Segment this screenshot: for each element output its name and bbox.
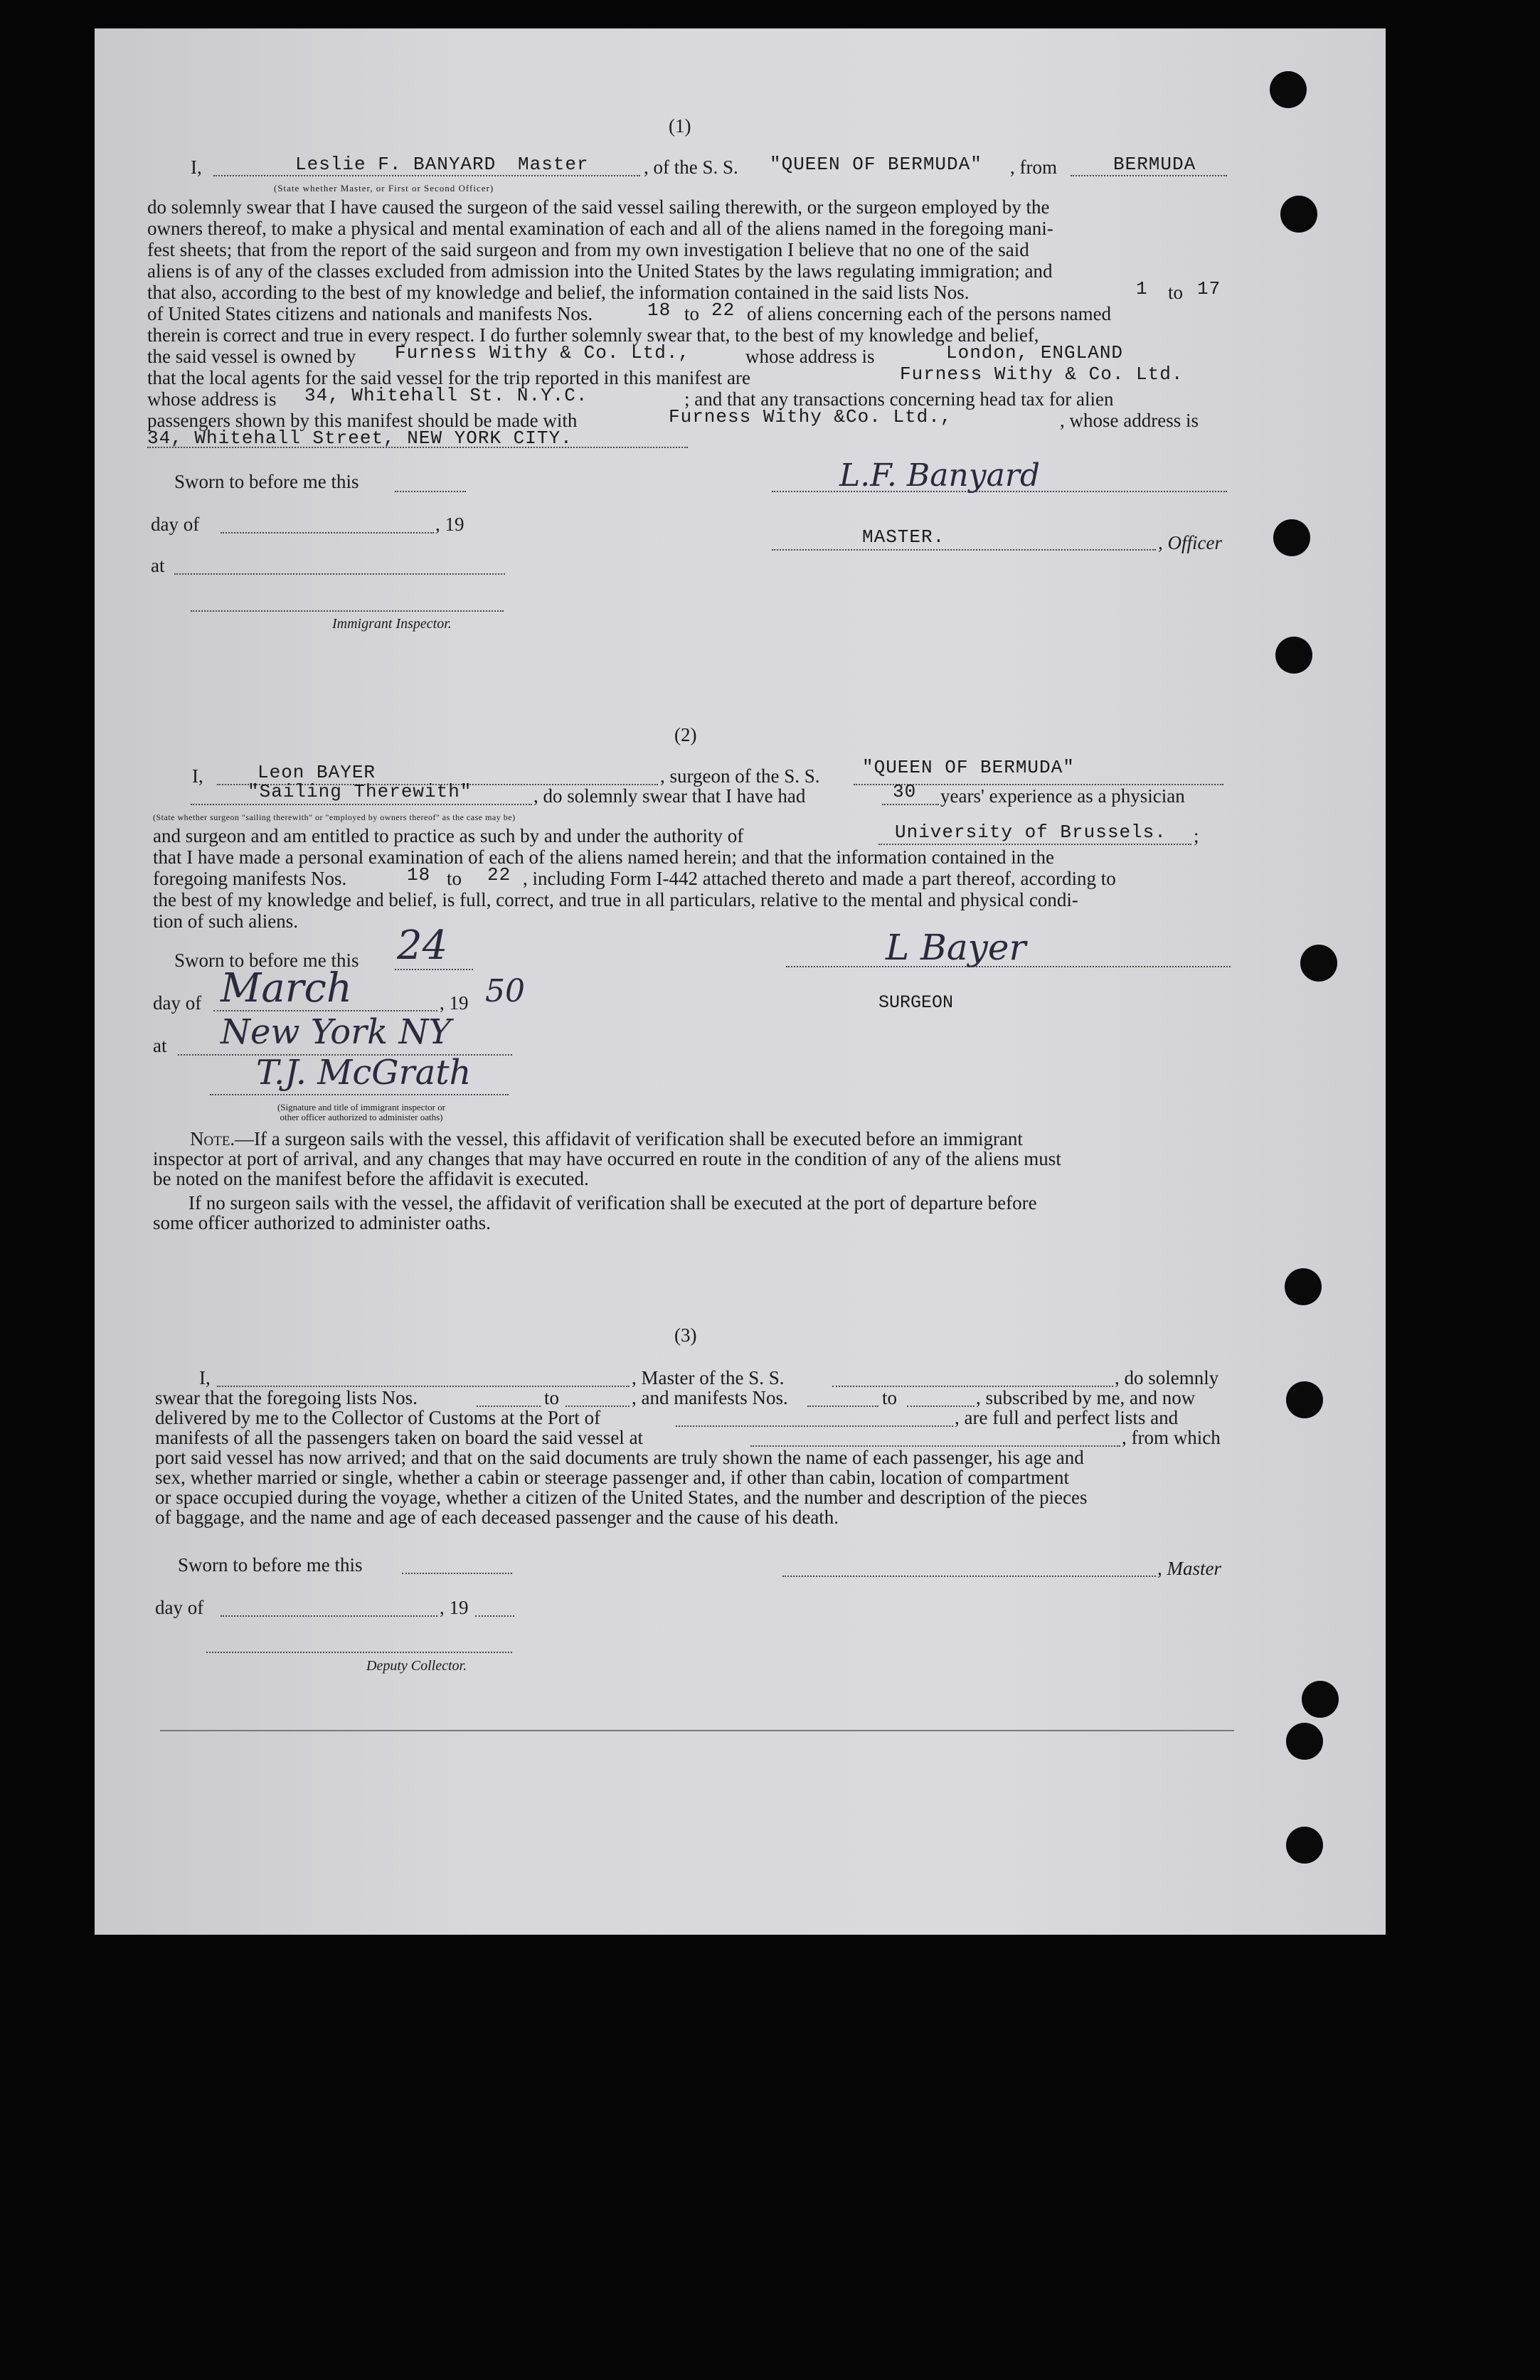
- day-line: [213, 1010, 437, 1011]
- affidavit-line: delivered by me to the Collector of Customs at the Port of: [155, 1407, 601, 1428]
- pledge-i: I,: [192, 765, 203, 787]
- affidavit-line: foregoing manifests Nos.: [153, 868, 347, 889]
- affidavit-line: owners thereof, to make a physical and mental examination of each and all of the aliens named in the foregoing mani-: [147, 218, 1053, 239]
- ship-name: "QUEEN OF BERMUDA": [770, 154, 982, 175]
- note-label: Note.: [190, 1128, 235, 1149]
- sworn-line: [395, 969, 473, 970]
- authority-line: [878, 844, 1191, 845]
- affidavit-line: and surgeon and am entitled to practice as such by and under the authority of: [153, 825, 744, 846]
- local-agents: Furness Withy & Co. Ltd.: [900, 363, 1184, 385]
- official-hint: (Signature and title of immigrant inspector or: [277, 1102, 446, 1112]
- ship-name: "QUEEN OF BERMUDA": [862, 757, 1075, 778]
- punch-hole: [1300, 945, 1337, 982]
- punch-hole: [1302, 1681, 1339, 1718]
- to-label: to: [882, 1387, 898, 1408]
- from-label: , from: [1010, 156, 1057, 178]
- day-line: [221, 532, 434, 533]
- manifests-to: 22: [487, 864, 511, 886]
- official-hint: other officer authorized to administer oaths): [280, 1112, 443, 1122]
- at-label: at: [153, 1035, 167, 1056]
- year-line: [475, 1615, 514, 1617]
- field-hint: (State whether surgeon "sailing therewith" or "employed by owners thereof" as the case may be): [153, 812, 516, 822]
- collector-line: [206, 1652, 512, 1653]
- master-name: Leslie F. BANYARD: [295, 154, 496, 175]
- punch-hole: [1273, 519, 1310, 556]
- affidavit-line: , are full and perfect lists and: [955, 1407, 1179, 1428]
- punch-hole: [1270, 71, 1307, 108]
- sworn-line: [395, 491, 466, 492]
- affidavit-line: manifests of all the passengers taken on board the said vessel at: [155, 1427, 644, 1448]
- affidavit-line: the said vessel is owned by: [147, 346, 356, 367]
- affidavit-line: of United States citizens and nationals and manifests Nos.: [147, 303, 593, 324]
- day-of-label: day of: [153, 992, 202, 1014]
- affidavit-line: do solemnly swear that I have caused the surgeon of the said vessel sailing therewith, or the surgeon employed by the: [147, 196, 1050, 218]
- sworn-year: 50: [485, 973, 525, 1009]
- to-label: to: [544, 1387, 560, 1408]
- experience-label: years' experience as a physician: [940, 785, 1185, 807]
- punch-hole: [1280, 196, 1317, 233]
- capacity-line: [191, 804, 532, 805]
- semicolon: ;: [1194, 825, 1199, 846]
- affidavit-line: of aliens concerning each of the persons named: [747, 303, 1112, 324]
- affidavit-line: , subscribed by me, and now: [976, 1387, 1196, 1408]
- day-line: [221, 1615, 437, 1617]
- sworn-line: [402, 1573, 512, 1574]
- pledge-i: I,: [191, 156, 202, 178]
- affidavit-line: ; and that any transactions concerning head tax for alien: [684, 388, 1114, 410]
- agents-address: 34, Whitehall St. N.Y.C.: [304, 385, 588, 406]
- surgeon-signature: L Bayer: [886, 927, 1026, 968]
- master-signature: L.F. Banyard: [839, 457, 1041, 494]
- master-name-line: [213, 175, 640, 176]
- head-tax-address: 34, Whitehall Street, NEW YORK CITY.: [147, 427, 573, 449]
- year-label: , 19: [440, 1597, 469, 1618]
- inspector-label: Immigrant Inspector.: [332, 616, 452, 632]
- sworn-day: 24: [397, 923, 448, 969]
- affidavit-line: aliens is of any of the classes excluded from admission into the United States by the laws regulating immigration; and: [147, 260, 1053, 282]
- of-ss-label: , of the S. S.: [644, 156, 738, 178]
- lists-from: 1: [1136, 278, 1148, 299]
- affidavit-line: sex, whether married or single, whether a cabin or steerage passenger and, if other than cabin, location of compartment: [155, 1467, 1070, 1488]
- section-number: (2): [674, 724, 697, 745]
- to-label: to: [1168, 282, 1184, 303]
- sworn-place: New York NY: [221, 1012, 452, 1052]
- solemnly-label: , do solemnly: [1115, 1367, 1219, 1388]
- year-label: , 19: [435, 514, 464, 535]
- address-line: [147, 447, 688, 448]
- section-number: (3): [674, 1324, 697, 1346]
- to-label: to: [684, 303, 700, 324]
- note-line: some officer authorized to administer oaths.: [153, 1212, 491, 1233]
- master-of-label: , Master of the S. S.: [632, 1367, 785, 1388]
- port-line: [1071, 175, 1227, 176]
- licensing-authority: University of Brussels.: [895, 822, 1167, 843]
- lists-to: 17: [1197, 278, 1221, 299]
- collector-label: Deputy Collector.: [366, 1658, 467, 1674]
- affidavit-line: , from which: [1122, 1427, 1221, 1448]
- affidavit-line: or space occupied during the voyage, whether a citizen of the United States, and the number and description of the pieces: [155, 1487, 1088, 1508]
- affidavit-line: swear that the foregoing lists Nos.: [155, 1387, 418, 1408]
- to-label: to: [447, 868, 462, 889]
- officer-label: , Officer: [1158, 532, 1222, 553]
- sworn-month: March: [221, 965, 352, 1011]
- field-hint: (State whether Master, or First or Second Officer): [274, 183, 494, 193]
- affidavit-line: tion of such aliens.: [153, 910, 298, 932]
- address-label: whose address is: [745, 346, 875, 367]
- affidavit-line: that I have made a personal examination of each of the aliens named herein; and that the information contained in the: [153, 846, 1055, 868]
- affidavit-line: that the local agents for the said vessel for the trip reported in this manifest are: [147, 367, 750, 388]
- officer-rank: MASTER.: [862, 526, 945, 548]
- master-title: Master: [518, 154, 589, 175]
- port-name: BERMUDA: [1113, 154, 1196, 175]
- affidavit-line: , including Form I-442 attached thereto and made a part thereof, according to: [523, 868, 1116, 889]
- pledge-i: I,: [199, 1367, 211, 1388]
- master-signature-line: [782, 1576, 1156, 1577]
- officer-line: [772, 549, 1156, 551]
- note-line: —If a surgeon sails with the vessel, this affidavit of verification shall be executed before an immigrant: [235, 1128, 1023, 1149]
- year-label: , 19: [440, 992, 469, 1014]
- address-label: whose address is: [147, 388, 277, 410]
- note-line: inspector at port of arrival, and any changes that may have occurred en route in the condition of any of the aliens must: [153, 1148, 1061, 1169]
- inspector-line: [191, 610, 504, 612]
- punch-hole: [1286, 1381, 1323, 1418]
- section-number: (1): [669, 115, 691, 137]
- manifests-from-line: [807, 1406, 878, 1407]
- swear-label: , do solemnly swear that I have had: [533, 785, 806, 807]
- note-line: If no surgeon sails with the vessel, the affidavit of verification shall be executed at the port of departure before: [188, 1192, 1037, 1213]
- years-experience: 30: [893, 781, 917, 802]
- punch-hole: [1285, 1268, 1322, 1305]
- day-of-label: day of: [151, 514, 200, 535]
- manifests-to: 22: [711, 299, 736, 321]
- day-of-label: day of: [155, 1597, 204, 1618]
- punch-hole: [1286, 1723, 1323, 1760]
- of-ss-label: , surgeon of the S. S.: [660, 765, 820, 787]
- sworn-label: Sworn to before me this: [174, 950, 359, 971]
- affidavit-line: fest sheets; that from the report of the said surgeon and from my own investigation I believe that no one of the said: [147, 239, 1029, 260]
- master-label: , Master: [1157, 1558, 1221, 1579]
- signature-line: [772, 491, 1227, 492]
- official-signature: T.J. McGrath: [256, 1053, 472, 1093]
- affidavit-line: , and manifests Nos.: [632, 1387, 788, 1408]
- years-line: [882, 804, 939, 805]
- sworn-label: Sworn to before me this: [174, 471, 359, 492]
- affidavit-line: passengers shown by this manifest should be made with: [147, 410, 578, 431]
- surgeon-capacity: "Sailing Therewith": [248, 781, 472, 802]
- affidavit-line: that also, according to the best of my knowledge and belief, the information contained in the said lists Nos.: [147, 282, 970, 303]
- affidavit-line: of baggage, and the name and age of each deceased passenger and the cause of his death.: [155, 1507, 839, 1528]
- punch-hole: [1286, 1827, 1323, 1864]
- at-label: at: [151, 555, 165, 576]
- official-line: [210, 1094, 509, 1095]
- vessel-owner: Furness Withy & Co. Ltd.,: [395, 342, 691, 363]
- port-line: [676, 1425, 953, 1427]
- bottom-rule: [160, 1730, 1234, 1731]
- at-line: [174, 573, 505, 575]
- affidavit-line: port said vessel has now arrived; and that on the said documents are truly shown the name of each passenger, his age and: [155, 1447, 1084, 1468]
- punch-hole: [1275, 637, 1312, 674]
- affidavit-line: therein is correct and true in every respect. I do further solemnly swear that, to the best of my knowledge and belief,: [147, 324, 1039, 346]
- address-label: , whose address is: [1060, 410, 1199, 431]
- affidavit-line: the best of my knowledge and belief, is full, correct, and true in all particulars, relative to the mental and physical condi-: [153, 889, 1078, 910]
- manifests-from: 18: [647, 299, 671, 321]
- surgeon-label: SURGEON: [878, 992, 954, 1013]
- signature-line: [786, 966, 1231, 967]
- manifests-from: 18: [407, 864, 431, 886]
- head-tax-agent: Furness Withy &Co. Ltd.,: [669, 406, 952, 427]
- surgeon-name: Leon BAYER: [257, 762, 376, 783]
- note-line: be noted on the manifest before the affidavit is executed.: [153, 1168, 589, 1189]
- sworn-label: Sworn to before me this: [178, 1554, 363, 1576]
- owner-address: London, ENGLAND: [946, 342, 1124, 363]
